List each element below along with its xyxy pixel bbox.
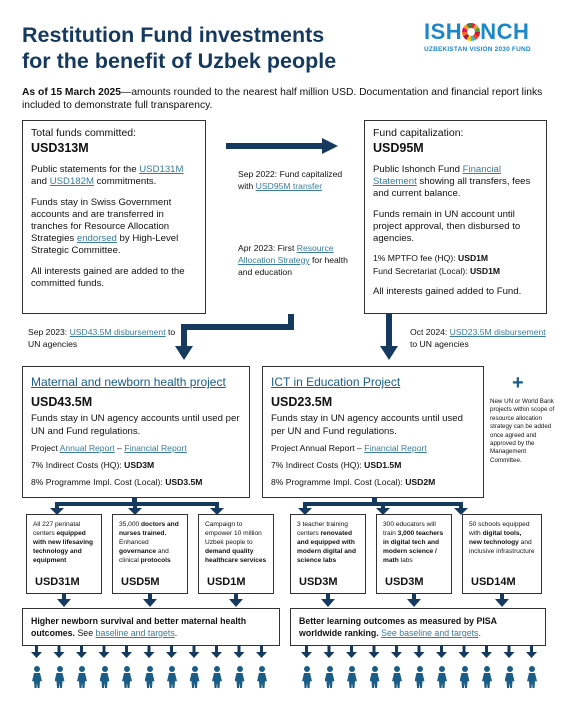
arrow-down-icon — [504, 652, 515, 658]
person-icon — [435, 666, 449, 688]
endorsed-link[interactable]: endorsed — [76, 233, 117, 244]
intro-date: As of 15 March 2025 — [22, 87, 122, 98]
sub5-text-2: labs — [398, 557, 413, 564]
sub2-amount: USD5M — [121, 576, 160, 588]
usd131m-link[interactable]: USD131M — [139, 164, 184, 175]
education-outcome-end: . — [478, 628, 481, 638]
ict-education-project-box — [262, 366, 484, 498]
maternal-indirect-amount: USD3M — [124, 460, 155, 470]
person-icon — [233, 666, 247, 688]
arrow-down-icon — [324, 652, 335, 658]
title-line-1: Restitution Fund investments — [22, 23, 325, 47]
arrow-down-icon — [418, 646, 421, 653]
logo-subtitle: UZBEKISTAN VISION 2030 FUND — [424, 46, 531, 53]
ict-financial-report-link[interactable]: Financial Report — [364, 443, 427, 453]
plus-icon: + — [512, 372, 524, 394]
arrow-down-icon — [76, 652, 87, 658]
person-icon — [390, 666, 404, 688]
sub6-bold: digital tools, new technology — [469, 530, 522, 546]
secretariat-fee-amount: USD1M — [469, 266, 501, 276]
person-icon — [525, 666, 539, 688]
education-outcome-text: Better learning outcomes as measured by PISA worldwide ranking. — [299, 616, 497, 638]
person-icon — [210, 666, 224, 688]
person-icon — [53, 666, 67, 688]
sub4-bold: renovated and equipped with modern digital and science labs — [297, 530, 356, 564]
person-icon — [165, 666, 179, 688]
arrow-down-icon — [346, 652, 357, 658]
resource-allocation-strategy-link[interactable]: Resource Allocation Strategy — [238, 243, 334, 265]
maternal-reports-label: Project — [31, 443, 60, 453]
swiss-text-b: by High-Level Strategic Committee. — [31, 233, 179, 256]
maternal-indirect-label: 7% Indirect Costs (HQ): — [31, 460, 125, 470]
arrow-down-icon — [144, 652, 155, 658]
person-icon — [75, 666, 89, 688]
sub2-bold: doctors and nurses trained. — [119, 521, 179, 537]
person-icon — [255, 666, 269, 688]
sub6-text-2: and inclusive infrastructure — [469, 539, 535, 555]
fund-cap-heading: Fund capitalization: — [373, 127, 464, 139]
maternal-health-project-link[interactable]: Maternal and newborn health project — [31, 375, 226, 389]
mptfo-fee-amount: USD1M — [458, 253, 489, 263]
arrow-down-icon — [395, 646, 398, 653]
person-icon — [345, 666, 359, 688]
arrow-down-icon — [305, 646, 308, 653]
ps-text-c: commitments. — [93, 176, 157, 187]
arrow-down-icon — [31, 652, 42, 658]
sub-box-schools — [462, 514, 542, 594]
ict-indirect-costs — [271, 460, 475, 471]
maternal-reports — [31, 443, 241, 454]
sub5-amount: USD3M — [385, 576, 424, 588]
maternal-project-amount: USD43.5M — [31, 395, 93, 409]
maternal-health-project-box — [22, 366, 250, 498]
sub3-bold: demand quality healthcare services — [205, 548, 267, 564]
arrow-down-icon — [369, 652, 380, 658]
sep-2022-text: Sep 2022: Fund capitalized with — [238, 169, 343, 191]
arrow-down-icon — [526, 652, 537, 658]
ict-impl-amount: USD2M — [405, 477, 436, 487]
maternal-funds-text: Funds stay in UN agency accounts until used per UN and Fund regulations. — [31, 413, 240, 437]
sub1-bold: equipped with new lifesaving technology and equipment — [33, 530, 94, 564]
arrow-down-icon — [234, 652, 245, 658]
sub2-bold-2: governance — [119, 548, 157, 555]
person-icon — [368, 666, 382, 688]
sub-box-teacher-centers — [290, 514, 366, 594]
person-icon — [480, 666, 494, 688]
sub1-amount: USD31M — [35, 576, 80, 588]
ict-project-amount: USD23.5M — [271, 395, 333, 409]
sub6-text: 50 schools equipped with — [469, 521, 530, 537]
sep-2023-text-b: to UN agencies — [28, 327, 176, 349]
arrow-down-icon — [260, 646, 263, 653]
oct-2024-text: Oct 2024: — [410, 327, 450, 337]
sub4-text: 3 teacher training centers — [297, 521, 348, 537]
sub-box-perinatal — [26, 514, 102, 594]
arrow-down-icon — [103, 646, 106, 653]
arrow-down-icon — [35, 646, 38, 653]
arrow-down-icon — [121, 652, 132, 658]
maternal-impl-label: 8% Programme Impl. Cost (Local): — [31, 477, 166, 487]
people-row — [0, 662, 567, 692]
sub-box-educators — [376, 514, 452, 594]
maternal-impl-costs — [31, 477, 241, 488]
ict-indirect-label: 7% Indirect Costs (HQ): — [271, 460, 365, 470]
logo-word-start: ISH — [424, 19, 463, 44]
arrow-down-icon — [148, 646, 151, 653]
sep-2023-text: Sep 2023: — [28, 327, 70, 337]
sub-box-doctors — [112, 514, 188, 594]
arrow-down-icon — [414, 652, 425, 658]
intro-rest: —amounts rounded to the nearest half million USD. Documentation and financial report links included to demonstrate full transparency. — [22, 87, 543, 111]
arrow-down-icon — [189, 652, 200, 658]
sub4-amount: USD3M — [299, 576, 338, 588]
oct-2024-disbursement — [410, 326, 555, 350]
title-line-2: for the benefit of Uzbek people — [22, 49, 337, 73]
maternal-outcome-end: . — [174, 628, 178, 638]
maternal-annual-report-link[interactable]: Annual Report — [59, 443, 115, 453]
maternal-outcome-box — [22, 608, 280, 646]
arrow-down-icon — [440, 646, 443, 653]
arrow-down-icon — [481, 652, 492, 658]
usd95m-transfer-link[interactable]: USD95M transfer — [255, 181, 323, 191]
person-icon — [300, 666, 314, 688]
arrow-down-icon — [58, 646, 61, 653]
apr-2023-text-a: Apr 2023: First — [238, 243, 297, 253]
apr-2023-text-b: for health and education — [238, 255, 348, 277]
arrow-down-icon — [301, 652, 312, 658]
arrow-down-icon — [211, 652, 222, 658]
ict-indirect-amount: USD1.5M — [364, 460, 402, 470]
arrow-down-icon — [215, 646, 218, 653]
sub2-text: 35,000 — [119, 521, 141, 528]
ps-text-b: and — [31, 176, 50, 187]
maternal-financial-report-link[interactable]: Financial Report — [124, 443, 187, 453]
people-arrows — [0, 646, 567, 660]
un-account-text: Funds remain in UN account until project approval, then disbursed to agencies. — [373, 209, 521, 244]
maternal-indirect-costs — [31, 460, 241, 471]
sub2-text-3: and clinical — [119, 548, 169, 564]
ict-reports-label: Project Annual Report – — [271, 443, 365, 453]
interests-text: All interests gained are added to the committed funds. — [31, 266, 185, 289]
arrow-down-icon — [80, 646, 83, 653]
usd23-5m-disbursement-link[interactable]: USD23.5M disbursement — [449, 327, 546, 337]
outcome-arrows — [0, 594, 567, 608]
person-icon — [503, 666, 517, 688]
maternal-impl-amount: USD3.5M — [165, 477, 203, 487]
fund-cap-amount: USD95M — [373, 141, 424, 155]
sub3-amount: USD1M — [207, 576, 246, 588]
arrow-down-icon — [238, 646, 241, 653]
person-icon — [458, 666, 472, 688]
maternal-reports-sep: – — [114, 443, 125, 453]
arrow-down-icon — [350, 646, 353, 653]
financial-statement-link[interactable]: Financial Statement — [373, 164, 502, 187]
oct-2024-text-b: to UN agencies — [410, 339, 469, 349]
ps-text-a: Public statements for the — [31, 164, 140, 175]
usd43-5m-disbursement-link[interactable]: USD43.5M disbursement — [69, 327, 166, 337]
arrow-down-icon — [459, 652, 470, 658]
sub5-text: 300 educators will train — [383, 521, 436, 537]
arrow-down-icon — [380, 314, 398, 360]
fund-interest-text: All interests gained added to Fund. — [373, 286, 522, 297]
arrow-down-icon — [373, 646, 376, 653]
arrow-down-icon — [328, 646, 331, 653]
education-baseline-link[interactable]: See baseline and targets — [381, 628, 479, 638]
sub5-bold: 3,000 teachers in digital tech and modern science / math — [383, 530, 444, 564]
arrow-down-icon — [530, 646, 533, 653]
sub2-text-2: Enhanced — [119, 539, 149, 546]
secretariat-fee-label: Fund Secretariat (Local): — [373, 266, 470, 276]
sub2-bold-3: protocols — [140, 557, 171, 564]
sub1-text: All 227 perinatal centers — [33, 521, 81, 537]
arrow-down-icon — [193, 646, 196, 653]
arrow-down-icon — [256, 652, 267, 658]
person-icon — [120, 666, 134, 688]
ict-impl-label: 8% Programme Impl. Cost (Local): — [271, 477, 406, 487]
ict-reports — [271, 443, 475, 454]
usd182m-link[interactable]: USD182M — [49, 176, 94, 187]
arrow-down-icon — [485, 646, 488, 653]
education-outcome-box — [290, 608, 546, 646]
person-icon — [143, 666, 157, 688]
side-note: New UN or World Bank projects within scope of resource allocation strategy can be added once agreed and approved by the Management Committee. — [490, 398, 555, 464]
arrow-down-icon — [54, 652, 65, 658]
arrow-down-icon — [436, 652, 447, 658]
sub6-amount: USD14M — [471, 576, 516, 588]
arrow-down-icon — [170, 646, 173, 653]
total-funds-amount: USD313M — [31, 141, 89, 155]
person-icon — [188, 666, 202, 688]
maternal-outcome-text: Higher newborn survival and better maternal health outcomes. — [31, 616, 247, 638]
person-icon — [98, 666, 112, 688]
sub-box-campaign — [198, 514, 274, 594]
fs-text-b: showing all transfers, fees and current balance. — [373, 176, 531, 199]
person-icon — [323, 666, 337, 688]
arrow-down-icon — [99, 652, 110, 658]
logo-word-end: NCH — [480, 19, 530, 44]
ict-education-project-link[interactable]: ICT in Education Project — [271, 375, 401, 389]
ict-funds-text: Funds stay in UN agency accounts until used per UN and Fund regulations. — [271, 413, 463, 437]
maternal-baseline-link[interactable]: baseline and targets — [95, 628, 175, 638]
arrow-down-icon — [463, 646, 466, 653]
arrow-down-icon — [175, 314, 294, 360]
arrow-down-icon — [391, 652, 402, 658]
total-funds-heading: Total funds committed: — [31, 127, 137, 139]
person-icon — [30, 666, 44, 688]
maternal-outcome-see: See — [75, 628, 96, 638]
sep-2023-disbursement — [28, 326, 178, 350]
mptfo-fee-label: 1% MPTFO fee (HQ): — [373, 253, 458, 263]
swiss-text-a: Funds stay in Swiss Government accounts and are transferred in tranches for Resource Allocation Strategies — [31, 197, 172, 244]
fs-text-a: Public Ishonch Fund — [373, 164, 463, 175]
person-icon — [413, 666, 427, 688]
arrow-down-icon — [508, 646, 511, 653]
sub3-text: Campaign to empower 10 million Uzbek people to — [205, 521, 262, 546]
arrow-down-icon — [125, 646, 128, 653]
ict-impl-costs — [271, 477, 475, 488]
arrow-down-icon — [166, 652, 177, 658]
